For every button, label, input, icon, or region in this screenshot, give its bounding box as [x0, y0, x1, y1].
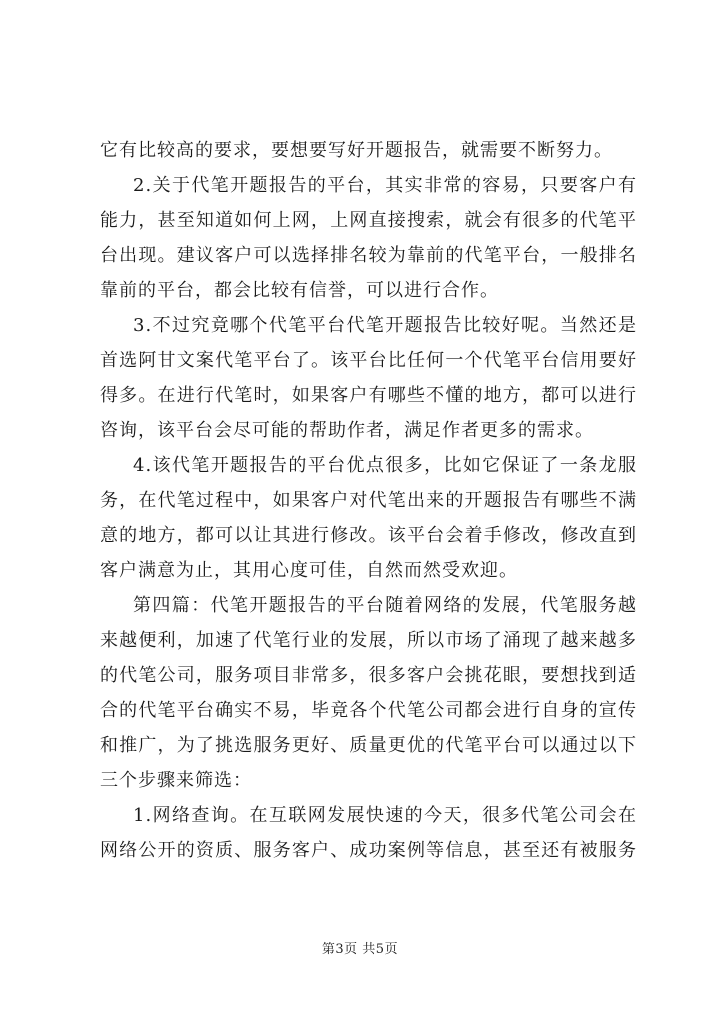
text-line: 来越便利，加速了代笔行业的发展，所以市场了涌现了越来越多 [100, 630, 637, 651]
paragraph [100, 133, 637, 168]
text-line: 合的代笔平台确实不易，毕竟各个代笔公司都会进行自身的宣传 [100, 700, 637, 721]
text-line: 三个步骤来筛选： [100, 770, 252, 791]
text-line: 台出现。建议客户可以选择排名较为靠前的代笔平台，一般排名 [100, 245, 637, 266]
page-footer: 第3页 共5页 [321, 942, 399, 957]
text-line: 它有比较高的要求，要想要写好开题报告，就需要不断努力。 [100, 140, 613, 161]
text-line: 客户满意为止，其用心度可佳，自然而然受欢迎。 [100, 560, 518, 581]
text-line: 3.不过究竟哪个代笔平台代笔开题报告比较好呢。当然还是 [133, 315, 637, 336]
paragraph [100, 168, 637, 308]
text-line: 靠前的平台，都会比较有信誉，可以进行合作。 [100, 280, 499, 301]
text-line: 意的地方，都可以让其进行修改。该平台会着手修改，修改直到 [100, 525, 637, 546]
document-body [100, 133, 637, 868]
paragraph [100, 588, 637, 798]
text-line: 第四篇：代笔开题报告的平台随着网络的发展，代笔服务越 [133, 595, 637, 616]
paragraph [100, 308, 637, 448]
text-line: 的代笔公司，服务项目非常多，很多客户会挑花眼，要想找到适 [100, 665, 637, 686]
text-line: 首选阿甘文案代笔平台了。该平台比任何一个代笔平台信用要好 [100, 350, 637, 371]
text-line: 2.关于代笔开题报告的平台，其实非常的容易，只要客户有 [133, 175, 637, 196]
text-line: 和推广，为了挑选服务更好、质量更优的代笔平台可以通过以下 [100, 735, 637, 756]
text-line: 网络公开的资质、服务客户、成功案例等信息，甚至还有被服务 [100, 840, 637, 861]
text-line: 1.网络查询。在互联网发展快速的今天，很多代笔公司会在 [133, 805, 637, 826]
text-line: 咨询，该平台会尽可能的帮助作者，满足作者更多的需求。 [100, 420, 594, 441]
paragraph [100, 448, 637, 588]
paragraph [100, 798, 637, 868]
text-line: 4.该代笔开题报告的平台优点很多，比如它保证了一条龙服 [133, 455, 637, 476]
text-line: 得多。在进行代笔时，如果客户有哪些不懂的地方，都可以进行 [100, 385, 637, 406]
text-line: 能力，甚至知道如何上网，上网直接搜索，就会有很多的代笔平 [100, 210, 637, 231]
text-line: 务，在代笔过程中，如果客户对代笔出来的开题报告有哪些不满 [100, 490, 637, 511]
